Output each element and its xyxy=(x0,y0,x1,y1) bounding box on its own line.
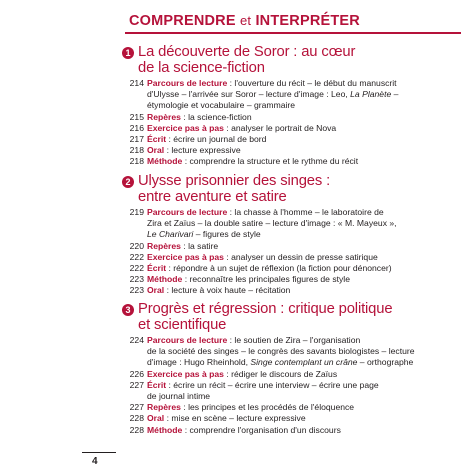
entry-line: répondre à un sujet de réflexion (la fiction pour dénoncer) xyxy=(173,263,392,274)
title-part-1: COMPRENDRE xyxy=(129,13,236,29)
toc-entry[interactable] xyxy=(122,112,467,123)
entry-label: Méthode xyxy=(147,156,183,167)
page-ref: 219 xyxy=(129,207,144,217)
page-title xyxy=(125,12,461,30)
toc-entry[interactable] xyxy=(122,380,467,402)
page-ref: 227 xyxy=(129,379,144,390)
page-ref: 228 xyxy=(129,424,144,435)
page-number: 4 xyxy=(92,456,98,467)
entry-line: le soutien de Zira – l'organisation xyxy=(234,335,361,345)
title-connector: et xyxy=(239,13,252,28)
entry-line: comprendre l'organisation d'un discours xyxy=(189,424,341,435)
entry-label: Oral xyxy=(147,285,165,296)
entry-label: Exercice pas à pas xyxy=(147,368,224,379)
entry-text: Parcours de lecture : l'ouverture du récit – le début du manuscrit d'Ulysse – l'arrivée sur Soror – lecture d'image : Leo, La Planète – étymologie et vocabulaire – grammaire xyxy=(147,78,467,112)
entry-line: étymologie et vocabulaire – grammaire xyxy=(147,100,296,111)
chapter-heading xyxy=(122,44,467,76)
chapter-number-badge: 3 xyxy=(122,304,134,316)
toc-entry[interactable] xyxy=(122,207,467,241)
entry-text: Méthode : reconnaître les principales figures de style xyxy=(147,274,350,285)
entry-line: la satire xyxy=(188,240,219,251)
page-ref: 226 xyxy=(129,368,144,379)
chapter-number-badge: 1 xyxy=(122,47,134,59)
page-ref: 222 xyxy=(129,251,144,262)
toc-entry[interactable] xyxy=(122,369,467,380)
entry-text: Oral : lecture expressive xyxy=(147,145,241,156)
page-ref: 220 xyxy=(129,240,144,251)
page-ref: 227 xyxy=(129,402,144,413)
entry-label: Exercice pas à pas xyxy=(147,251,224,262)
entry-label: Repères xyxy=(147,240,181,251)
entry-line: de la société des singes – le congrès des savants biologistes – lecture xyxy=(147,346,415,357)
chapter-heading xyxy=(122,301,467,333)
entry-line: la science-fiction xyxy=(188,111,252,122)
entry-label: Méthode xyxy=(147,424,183,435)
chapter-title-line: Progrès et régression : critique politique xyxy=(138,301,393,317)
title-part-2: INTERPRÉTER xyxy=(255,13,360,29)
page-ref: 223 xyxy=(129,274,144,285)
entry-label: Oral xyxy=(147,413,165,424)
entry-text: Exercice pas à pas : analyser un dessin de presse satirique xyxy=(147,251,378,262)
toc-entry[interactable] xyxy=(122,402,467,413)
entry-text: Parcours de lecture : la chasse à l'homme – le laboratoire de Zira et Zaïus – la double satire – lecture d'image : « M. Mayeux », Le Charivari – figures de style xyxy=(147,207,467,241)
toc-entry[interactable] xyxy=(122,274,467,285)
entry-label: Écrit xyxy=(147,263,167,274)
page-ref: 218 xyxy=(129,156,144,167)
entry-line: l'ouverture du récit – le début du manuscrit xyxy=(234,78,397,88)
entry-text: Écrit : répondre à un sujet de réflexion (la fiction pour dénoncer) xyxy=(147,263,392,274)
page-ref: 216 xyxy=(129,122,144,133)
entry-label: Repères xyxy=(147,402,181,413)
entry-line: comprendre la structure et le rythme du récit xyxy=(189,156,359,167)
entry-line: de journal intime xyxy=(147,391,211,402)
toc-entry[interactable] xyxy=(122,285,467,296)
entry-line: les principes et les procédés de l'éloquence xyxy=(188,402,355,413)
entry-label: Oral xyxy=(147,145,165,156)
chapter-title xyxy=(138,44,355,76)
entry-label: Écrit xyxy=(147,134,167,145)
page-ref: 215 xyxy=(129,111,144,122)
chapter-section-3 xyxy=(122,301,467,436)
toc-entry[interactable] xyxy=(122,156,467,167)
entry-text: Repères : les principes et les procédés de l'éloquence xyxy=(147,402,355,413)
artwork-title: La Planète xyxy=(350,89,392,100)
entry-line: rédiger le discours de Zaïus xyxy=(231,368,338,379)
page-ref: 218 xyxy=(129,145,144,156)
chapter-number-badge: 2 xyxy=(122,176,134,188)
entry-line: – figures de style xyxy=(195,229,261,240)
entry-text: Oral : lecture à voix haute – récitation xyxy=(147,285,291,296)
entry-text: Méthode : comprendre la structure et le rythme du récit xyxy=(147,156,359,167)
entry-line: analyser un dessin de presse satirique xyxy=(231,251,378,262)
chapter-title-line: entre aventure et satire xyxy=(138,189,287,205)
entry-line: d'Ulysse – l'arrivée sur Soror – lecture d'image : Leo, xyxy=(147,89,351,100)
toc-entry[interactable] xyxy=(122,263,467,274)
toc-entry[interactable] xyxy=(122,425,467,436)
toc-entry[interactable] xyxy=(122,78,467,112)
entry-text: Exercice pas à pas : analyser le portrait de Nova xyxy=(147,122,337,133)
entry-line: mise en scène – lecture expressive xyxy=(171,413,306,424)
page-ref: 222 xyxy=(129,263,144,274)
page-ref: 224 xyxy=(129,335,144,345)
entry-line: écrire un journal de bord xyxy=(173,134,267,145)
chapter-section-1 xyxy=(122,44,467,168)
entry-text: Parcours de lecture : le soutien de Zira – l'organisation de la société des singes – le congrès des savants biologistes – lecture d'image : Hugo Rheinhold, Singe contemplant un crâne – orthographe xyxy=(147,335,467,369)
chapter-title-line: et scientifique xyxy=(138,317,227,333)
toc-entry[interactable] xyxy=(122,335,467,369)
entry-text: Repères : la science-fiction xyxy=(147,111,252,122)
page-ref: 214 xyxy=(129,78,144,88)
entry-label: Parcours de lecture xyxy=(147,207,228,217)
toc-entry[interactable] xyxy=(122,123,467,134)
entry-list xyxy=(122,335,467,436)
entry-line: la chasse à l'homme – le laboratoire de xyxy=(234,207,384,217)
chapter-section-2 xyxy=(122,173,467,297)
entry-line: lecture expressive xyxy=(171,145,241,156)
entry-line: lecture à voix haute – récitation xyxy=(171,285,291,296)
entry-line: – orthographe xyxy=(357,357,414,368)
chapter-heading xyxy=(122,173,467,205)
page-ref: 223 xyxy=(129,285,144,296)
toc-entry[interactable] xyxy=(122,145,467,156)
entry-text: Oral : mise en scène – lecture expressive xyxy=(147,413,306,424)
chapter-title-line: La découverte de Soror : au cœur xyxy=(138,44,356,60)
artwork-title: Le Charivari xyxy=(147,229,194,240)
toc-entry[interactable] xyxy=(122,413,467,424)
entry-label: Exercice pas à pas xyxy=(147,122,224,133)
entry-text: Écrit : écrire un récit – écrire une interview – écrire une page de journal intime xyxy=(147,380,467,402)
entry-list xyxy=(122,78,467,168)
chapter-title-line: Ulysse prisonnier des singes : xyxy=(138,173,331,189)
entry-label: Parcours de lecture xyxy=(147,335,228,345)
toc-entry[interactable] xyxy=(122,134,467,145)
entry-label: Méthode xyxy=(147,274,183,285)
chapter-title-line: de la science-fiction xyxy=(138,60,265,76)
entry-label: Repères xyxy=(147,111,181,122)
toc-entry[interactable] xyxy=(122,252,467,263)
page-ref: 217 xyxy=(129,134,144,145)
entry-label: Parcours de lecture xyxy=(147,78,228,88)
entry-line: écrire un récit – écrire une interview – écrire une page xyxy=(173,379,379,390)
entry-line: Zira et Zaïus – la double satire – lecture d'image : « M. Mayeux », xyxy=(147,218,397,229)
artwork-title: Singe contemplant un crâne xyxy=(250,357,358,368)
entry-line: d'image : Hugo Rheinhold, xyxy=(147,357,251,368)
entry-line: reconnaître les principales figures de style xyxy=(189,274,350,285)
entry-list xyxy=(122,207,467,297)
footer-rule xyxy=(82,452,116,453)
chapter-title xyxy=(138,301,392,333)
entry-text: Repères : la satire xyxy=(147,240,219,251)
entry-label: Écrit xyxy=(147,379,167,390)
entry-text: Écrit : écrire un journal de bord xyxy=(147,134,267,145)
chapter-title xyxy=(138,173,330,205)
section-header xyxy=(125,12,461,34)
header-rule xyxy=(125,32,461,34)
entry-line: analyser le portrait de Nova xyxy=(231,122,337,133)
page-ref: 228 xyxy=(129,413,144,424)
entry-text: Exercice pas à pas : rédiger le discours de Zaïus xyxy=(147,368,338,379)
toc-entry[interactable] xyxy=(122,241,467,252)
entry-text: Méthode : comprendre l'organisation d'un discours xyxy=(147,424,341,435)
